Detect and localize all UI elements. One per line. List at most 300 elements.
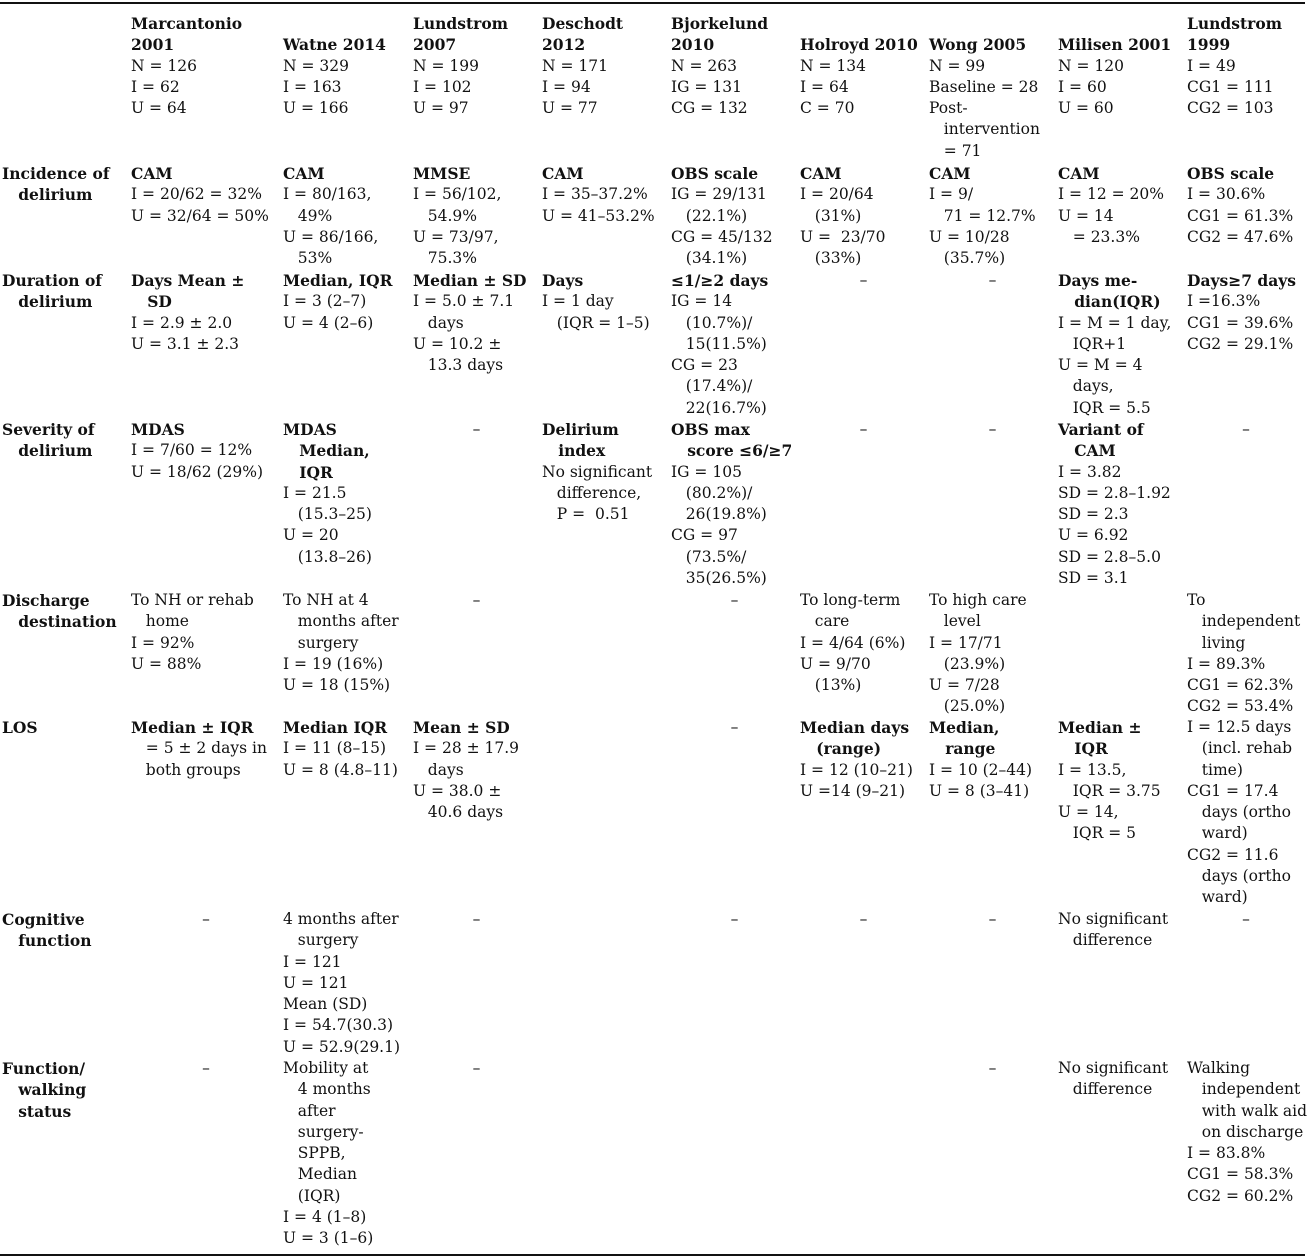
cell-heading-line: Days Mean ± [131, 271, 245, 290]
cell-heading-line: CAM [1058, 164, 1100, 183]
cell-text-line: CG = 132 [671, 99, 748, 118]
cell-text-line: with walk aid [1187, 1101, 1307, 1120]
cell-heading-line: MDAS [283, 420, 337, 439]
cell-text-line: U = 14 [1058, 206, 1114, 225]
cell-text-line: (73.5%/ [671, 547, 747, 566]
cell-heading-line: Holroyd 2010 [800, 35, 918, 55]
cell-text-line: Walking [1187, 1059, 1251, 1077]
cell-text-line: surgery [283, 931, 359, 950]
cell-text-line: (17.4%)/ [671, 377, 753, 396]
cell-text-line: 22(16.7%) [671, 398, 767, 417]
cell-text-line: CG1 = 39.6% [1187, 313, 1294, 332]
row-label [2, 419, 95, 462]
cell-text-line: – [472, 910, 481, 928]
study-header [671, 13, 768, 119]
cell-heading-line: 2007 [413, 35, 457, 55]
cell-heading-line: delirium [2, 292, 93, 312]
cell-text-line: difference [1058, 931, 1153, 950]
cell-text-line: – [202, 910, 210, 928]
empty-cell-dash [1187, 419, 1305, 440]
cell-text-line: (IQR = 1–5) [542, 313, 650, 332]
cell-text-line: I = 30.6% [1187, 185, 1266, 204]
cell-text-line: – [988, 910, 997, 928]
table-cell [1187, 270, 1296, 355]
cell-text-line: IG = 131 [671, 77, 742, 96]
cell-text-line: Mean (SD) [283, 995, 368, 1014]
cell-text-line: CG = 45/132 [671, 227, 773, 246]
cell-text-line: I = 80/163, [283, 185, 372, 204]
cell-heading-line: delirium [2, 185, 93, 205]
cell-heading-line: OBS max [671, 420, 750, 439]
cell-text-line: CG = 97 [671, 526, 738, 545]
cell-text-line: months after [283, 612, 399, 631]
empty-cell-dash [671, 717, 798, 738]
cell-text-line: (10.7%)/ [671, 313, 753, 332]
cell-text-line: I = 62 [131, 77, 180, 96]
cell-text-line: U = 14, [1058, 803, 1119, 822]
cell-text-line: both groups [131, 760, 241, 779]
cell-heading-line [929, 13, 1040, 34]
cell-heading-line: Days me- [1058, 271, 1138, 290]
cell-text-line: (22.1%) [671, 206, 748, 225]
cell-heading-line: CAM [283, 164, 325, 183]
cell-text-line: – [859, 420, 868, 438]
cell-heading-line: Median ± [1058, 718, 1142, 737]
cell-text-line: ward) [1187, 888, 1248, 907]
cell-text-line: 54.9% [413, 206, 478, 225]
cell-text-line: U = 10.2 ± [413, 334, 502, 353]
cell-text-line: SD = 2.3 [1058, 505, 1129, 524]
cell-text-line: I = 163 [283, 77, 342, 96]
cell-text-line: SD = 3.1 [1058, 569, 1129, 588]
cell-text-line: – [472, 420, 481, 438]
study-header [542, 13, 623, 119]
cell-text-line: (35.7%) [929, 249, 1006, 268]
cell-text-line: I = 12 (10–21) [800, 760, 913, 779]
cell-text-line: I = 20/62 = 32% [131, 185, 262, 204]
cell-heading-line [1058, 13, 1171, 34]
cell-text-line: – [730, 591, 739, 609]
table-cell [929, 590, 1027, 718]
cell-heading-line: ≤1/≥2 days [671, 271, 769, 290]
cell-text-line: 15(11.5%) [671, 334, 767, 353]
table-cell [671, 270, 768, 419]
table-cell [1187, 163, 1293, 248]
cell-text-line: N = 134 [800, 56, 866, 75]
cell-text-line: I = 89.3% [1187, 654, 1266, 673]
cell-text-line: I = 60 [1058, 77, 1107, 96]
cell-text-line: 75.3% [413, 249, 478, 268]
cell-heading-line: dian(IQR) [1058, 292, 1161, 312]
cell-text-line: CG2 = 11.6 [1187, 845, 1279, 864]
cell-heading-line: Deschodt [542, 14, 624, 33]
cell-heading-line: Function/ [2, 1059, 86, 1078]
cell-text-line: N = 171 [542, 56, 608, 75]
cell-text-line: I = 12 = 20% [1058, 185, 1164, 204]
cell-text-line: = 71 [929, 141, 982, 160]
cell-text-line: IQR = 5 [1058, 824, 1136, 843]
cell-text-line: I = 13.5, [1058, 760, 1127, 779]
cell-text-line: SPPB, [283, 1144, 346, 1163]
cell-text-line: living [1187, 633, 1246, 652]
cell-text-line: 49% [283, 206, 333, 225]
empty-cell-dash [929, 270, 1056, 291]
cell-text-line: To long-term [800, 591, 901, 609]
cell-text-line: U = 8 (3–41) [929, 781, 1030, 800]
row-label [2, 270, 102, 313]
cell-text-line: I = 9/ [929, 185, 974, 204]
cell-text-line: I = 3.82 [1058, 462, 1122, 481]
table-cell [283, 590, 399, 696]
cell-text-line: – [472, 591, 481, 609]
cell-text-line: CG2 = 60.2% [1187, 1186, 1294, 1205]
cell-text-line: – [988, 1059, 997, 1077]
cell-text-line: independent [1187, 612, 1301, 631]
table-cell [671, 163, 773, 269]
cell-text-line: IQR+1 [1058, 334, 1127, 353]
table-cell [929, 163, 1036, 269]
table-cell [131, 717, 267, 781]
cell-text-line: I = 19 (16%) [283, 654, 384, 673]
cell-heading-line: Days≥7 days [1187, 271, 1296, 290]
cell-text-line: 40.6 days [413, 803, 504, 822]
cell-heading-line: Severity of [2, 420, 95, 439]
cell-text-line: I = 21.5 [283, 483, 347, 502]
cell-text-line: U = 121 [283, 973, 349, 992]
cell-heading-line: 2001 [131, 35, 175, 55]
cell-heading-line: Lundstrom [1187, 14, 1283, 33]
cell-heading-line: destination [2, 612, 117, 632]
cell-text-line: I = 4 (1–8) [283, 1208, 367, 1227]
cell-text-line: U = 18/62 (29%) [131, 462, 264, 481]
cell-text-line: IG = 14 [671, 292, 733, 311]
row-label [2, 590, 117, 633]
table-cell [542, 419, 652, 525]
cell-text-line: U = 64 [131, 99, 187, 118]
cell-text-line: To high care [929, 591, 1027, 609]
cell-text-line: 53% [283, 249, 333, 268]
cell-heading-line: 2012 [542, 35, 586, 55]
table-cell [1187, 1058, 1307, 1207]
cell-text-line: I = 64 [800, 77, 849, 96]
cell-text-line: U = 97 [413, 99, 469, 118]
cell-text-line: I =16.3% [1187, 292, 1261, 311]
cell-text-line: 26(19.8%) [671, 505, 767, 524]
cell-text-line: (23.9%) [929, 654, 1006, 673]
cell-text-line: – [730, 910, 739, 928]
empty-cell-dash [800, 909, 927, 930]
table-cell [542, 270, 650, 334]
table-cell [131, 419, 263, 483]
table-cell [131, 163, 269, 227]
cell-text-line: difference, [542, 483, 642, 502]
cell-heading-line: Bjorkelund [671, 14, 769, 33]
cell-text-line: CG1 = 62.3% [1187, 676, 1294, 695]
cell-text-line: days (ortho [1187, 803, 1291, 822]
cell-text-line: N = 120 [1058, 56, 1124, 75]
cell-heading-line: IQR [1058, 739, 1108, 759]
cell-heading-line: OBS scale [1187, 164, 1275, 183]
empty-cell-dash [131, 909, 281, 930]
cell-text-line: U = 4 (2–6) [283, 313, 374, 332]
cell-text-line: SD = 2.8–5.0 [1058, 547, 1161, 566]
cell-text-line: C = 70 [800, 99, 855, 118]
cell-text-line: U = 166 [283, 99, 349, 118]
cell-heading-line: CAM [1058, 441, 1116, 461]
cell-text-line: No significant [542, 462, 653, 481]
cell-heading-line: Delirium [542, 420, 619, 439]
cell-text-line: – [1242, 420, 1250, 438]
table-cell [671, 419, 792, 589]
cell-heading-line [283, 13, 386, 34]
cell-heading-line: CAM [800, 164, 842, 183]
cell-text-line: I = 3 (2–7) [283, 292, 367, 311]
cell-text-line: I = 17/71 [929, 633, 1003, 652]
cell-text-line: surgery- [283, 1122, 364, 1141]
cell-text-line: CG2 = 47.6% [1187, 227, 1294, 246]
cell-text-line: To [1187, 591, 1206, 609]
cell-heading-line: Watne 2014 [283, 35, 386, 55]
empty-cell-dash [800, 270, 927, 291]
cell-text-line: IQR = 3.75 [1058, 781, 1161, 800]
cell-heading-line: 1999 [1187, 35, 1231, 55]
cell-text-line: P = 0.51 [542, 505, 630, 524]
table-cell [1058, 419, 1171, 589]
cell-text-line: (33%) [800, 249, 862, 268]
cell-text-line: level [929, 612, 981, 631]
cell-heading-line: status [2, 1101, 72, 1121]
cell-text-line: U = 3 (1–6) [283, 1229, 374, 1248]
cell-text-line: N = 99 [929, 56, 986, 75]
cell-text-line: intervention [929, 120, 1040, 139]
cell-text-line: CG1 = 111 [1187, 77, 1274, 96]
cell-heading-line: range [929, 739, 996, 759]
cell-text-line: No significant [1058, 910, 1169, 928]
cell-text-line: U =14 (9–21) [800, 781, 906, 800]
cell-text-line: = 23.3% [1058, 227, 1140, 246]
cell-text-line: I = 11 (8–15) [283, 739, 387, 758]
study-header [413, 13, 508, 119]
cell-heading-line: CAM [542, 164, 584, 183]
cell-text-line: SD = 2.8–1.92 [1058, 483, 1171, 502]
cell-heading-line: LOS [2, 718, 38, 737]
table-cell [131, 590, 254, 675]
cell-heading-line: Median, [283, 441, 370, 461]
table-cell [1058, 909, 1168, 952]
row-label [2, 717, 38, 738]
cell-text-line: I = 10 (2–44) [929, 760, 1033, 779]
cell-text-line: CG2 = 103 [1187, 99, 1274, 118]
cell-text-line: difference [1058, 1080, 1153, 1099]
cell-heading-line: Median, [929, 718, 1000, 737]
cell-text-line: U = 73/97, [413, 227, 499, 246]
cell-heading-line: IQR [283, 462, 333, 482]
empty-cell-dash [929, 909, 1056, 930]
cell-text-line: U = 23/70 [800, 227, 886, 246]
cell-text-line: U = 88% [131, 654, 202, 673]
cell-text-line: I = 7/60 = 12% [131, 441, 253, 460]
empty-cell-dash [800, 419, 927, 440]
empty-cell-dash [131, 1058, 281, 1079]
cell-text-line: (34.1%) [671, 249, 748, 268]
cell-text-line: I = 49 [1187, 56, 1236, 75]
table-bottom-rule [0, 1254, 1305, 1256]
cell-text-line: CG2 = 53.4% [1187, 697, 1294, 716]
empty-cell-dash [413, 1058, 540, 1079]
cell-text-line: 4 months after [283, 910, 399, 928]
cell-text-line: (80.2%)/ [671, 483, 753, 502]
cell-heading-line: CAM [131, 164, 173, 183]
cell-heading-line [800, 13, 918, 34]
table-cell [283, 909, 400, 1058]
cell-text-line: U = 7/28 [929, 676, 1000, 695]
study-header [929, 13, 1040, 162]
table-cell [1058, 717, 1161, 845]
cell-text-line: Median [283, 1165, 357, 1184]
study-header [800, 13, 918, 119]
cell-heading-line: (range) [800, 739, 882, 759]
cell-text-line: care [800, 612, 850, 631]
cell-text-line: U = 3.1 ± 2.3 [131, 334, 240, 353]
table-cell [413, 270, 526, 376]
cell-text-line: home [131, 612, 189, 631]
table-cell [1058, 1058, 1168, 1101]
cell-text-line: I = 5.0 ± 7.1 [413, 292, 515, 311]
cell-text-line: N = 199 [413, 56, 479, 75]
cell-heading-line: Marcantonio [131, 14, 243, 33]
cell-text-line: U = M = 4 [1058, 356, 1143, 375]
table-cell [800, 163, 886, 269]
cell-heading-line: Cognitive [2, 910, 85, 929]
cell-heading-line: MMSE [413, 164, 471, 183]
cell-text-line: U = 86/166, [283, 227, 379, 246]
table-cell [1058, 163, 1164, 248]
cell-text-line: I = 102 [413, 77, 472, 96]
table-cell [413, 717, 519, 823]
cell-text-line: CG = 23 [671, 356, 738, 375]
cell-text-line: independent [1187, 1080, 1301, 1099]
cell-heading-line: MDAS [131, 420, 185, 439]
table-cell [131, 270, 244, 355]
cell-text-line: – [859, 271, 868, 289]
empty-cell-dash [413, 590, 540, 611]
cell-heading-line: score ≤6/≥7 [671, 441, 793, 461]
study-header [1187, 13, 1282, 119]
cell-text-line: I = 92% [131, 633, 195, 652]
cell-heading-line: 2010 [671, 35, 715, 55]
table-cell [283, 270, 392, 334]
cell-text-line: surgery [283, 633, 359, 652]
cell-text-line: I = 4/64 (6%) [800, 633, 906, 652]
cell-heading-line: Median ± SD [413, 271, 527, 290]
cell-text-line: N = 126 [131, 56, 197, 75]
cell-text-line: days, [1058, 377, 1114, 396]
cell-text-line: I = 28 ± 17.9 [413, 739, 520, 758]
cell-text-line: (IQR) [283, 1186, 341, 1205]
row-label [2, 909, 92, 952]
cell-text-line: IG = 105 [671, 462, 742, 481]
table-cell [929, 717, 1032, 802]
empty-cell-dash [413, 419, 540, 440]
cell-text-line: days (ortho [1187, 867, 1291, 886]
cell-text-line: U = 77 [542, 99, 598, 118]
empty-cell-dash [671, 590, 798, 611]
cell-text-line: U = 20 [283, 526, 339, 545]
cell-text-line: Post- [929, 99, 968, 118]
cell-text-line: – [472, 1059, 481, 1077]
cell-text-line: (25.0%) [929, 697, 1006, 716]
study-header [131, 13, 242, 119]
cell-text-line: I = 1 day [542, 292, 614, 311]
empty-cell-dash [671, 909, 798, 930]
study-header [1058, 13, 1171, 119]
cell-text-line: days [413, 760, 464, 779]
cell-heading-line: SD [131, 292, 172, 312]
cell-heading-line: Milisen 2001 [1058, 35, 1172, 55]
cell-text-line: – [988, 271, 997, 289]
table-cell [1058, 270, 1171, 419]
cell-heading-line: Discharge [2, 591, 90, 610]
cell-text-line: on discharge [1187, 1122, 1304, 1141]
cell-text-line: U = 10/28 [929, 227, 1010, 246]
cell-heading-line: Incidence of [2, 164, 110, 183]
table-cell [283, 1058, 373, 1250]
cell-text-line: U = 41–53.2% [542, 206, 655, 225]
cell-heading-line: Lundstrom [413, 14, 509, 33]
cell-text-line: 13.3 days [413, 356, 504, 375]
cell-text-line: I = 54.7(30.3) [283, 1016, 394, 1035]
cell-heading-line: function [2, 931, 92, 951]
empty-cell-dash [1187, 909, 1305, 930]
cell-text-line: IG = 29/131 [671, 185, 767, 204]
cell-text-line: I = 2.9 ± 2.0 [131, 313, 233, 332]
cell-text-line: To NH at 4 [283, 591, 369, 609]
table-cell [800, 717, 913, 802]
cell-text-line: (13.8–26) [283, 547, 372, 566]
cell-heading-line: Wong 2005 [929, 35, 1027, 55]
cell-heading-line: delirium [2, 441, 93, 461]
cell-text-line: U = 9/70 [800, 654, 871, 673]
table-cell [800, 590, 905, 696]
cell-heading-line: index [542, 441, 606, 461]
cell-text-line: time) [1187, 760, 1243, 779]
table-cell [413, 163, 501, 269]
cell-text-line: IQR = 5.5 [1058, 398, 1151, 417]
cell-text-line: Mobility at [283, 1059, 369, 1077]
cell-text-line: (13%) [800, 676, 862, 695]
cell-text-line: 4 months [283, 1080, 371, 1099]
row-label [2, 1058, 86, 1122]
cell-heading-line: walking [2, 1080, 87, 1100]
cell-text-line: I = M = 1 day, [1058, 313, 1172, 332]
cell-text-line: I = 121 [283, 952, 342, 971]
cell-text-line: = 5 ± 2 days in [131, 739, 267, 758]
cell-text-line: – [1242, 910, 1250, 928]
cell-text-line: CG1 = 17.4 [1187, 781, 1279, 800]
empty-cell-dash [929, 419, 1056, 440]
cell-text-line: U = 6.92 [1058, 526, 1129, 545]
cell-text-line: days [413, 313, 464, 332]
empty-cell-dash [929, 1058, 1056, 1079]
cell-text-line: U = 52.9(29.1) [283, 1037, 401, 1056]
cell-text-line: – [859, 910, 868, 928]
cell-text-line: No significant [1058, 1059, 1169, 1077]
cell-heading-line: Days [542, 271, 584, 290]
cell-heading-line: Median days [800, 718, 910, 737]
cell-text-line: – [730, 718, 739, 736]
cell-text-line: (15.3–25) [283, 505, 372, 524]
cell-heading-line: Median IQR [283, 718, 388, 737]
